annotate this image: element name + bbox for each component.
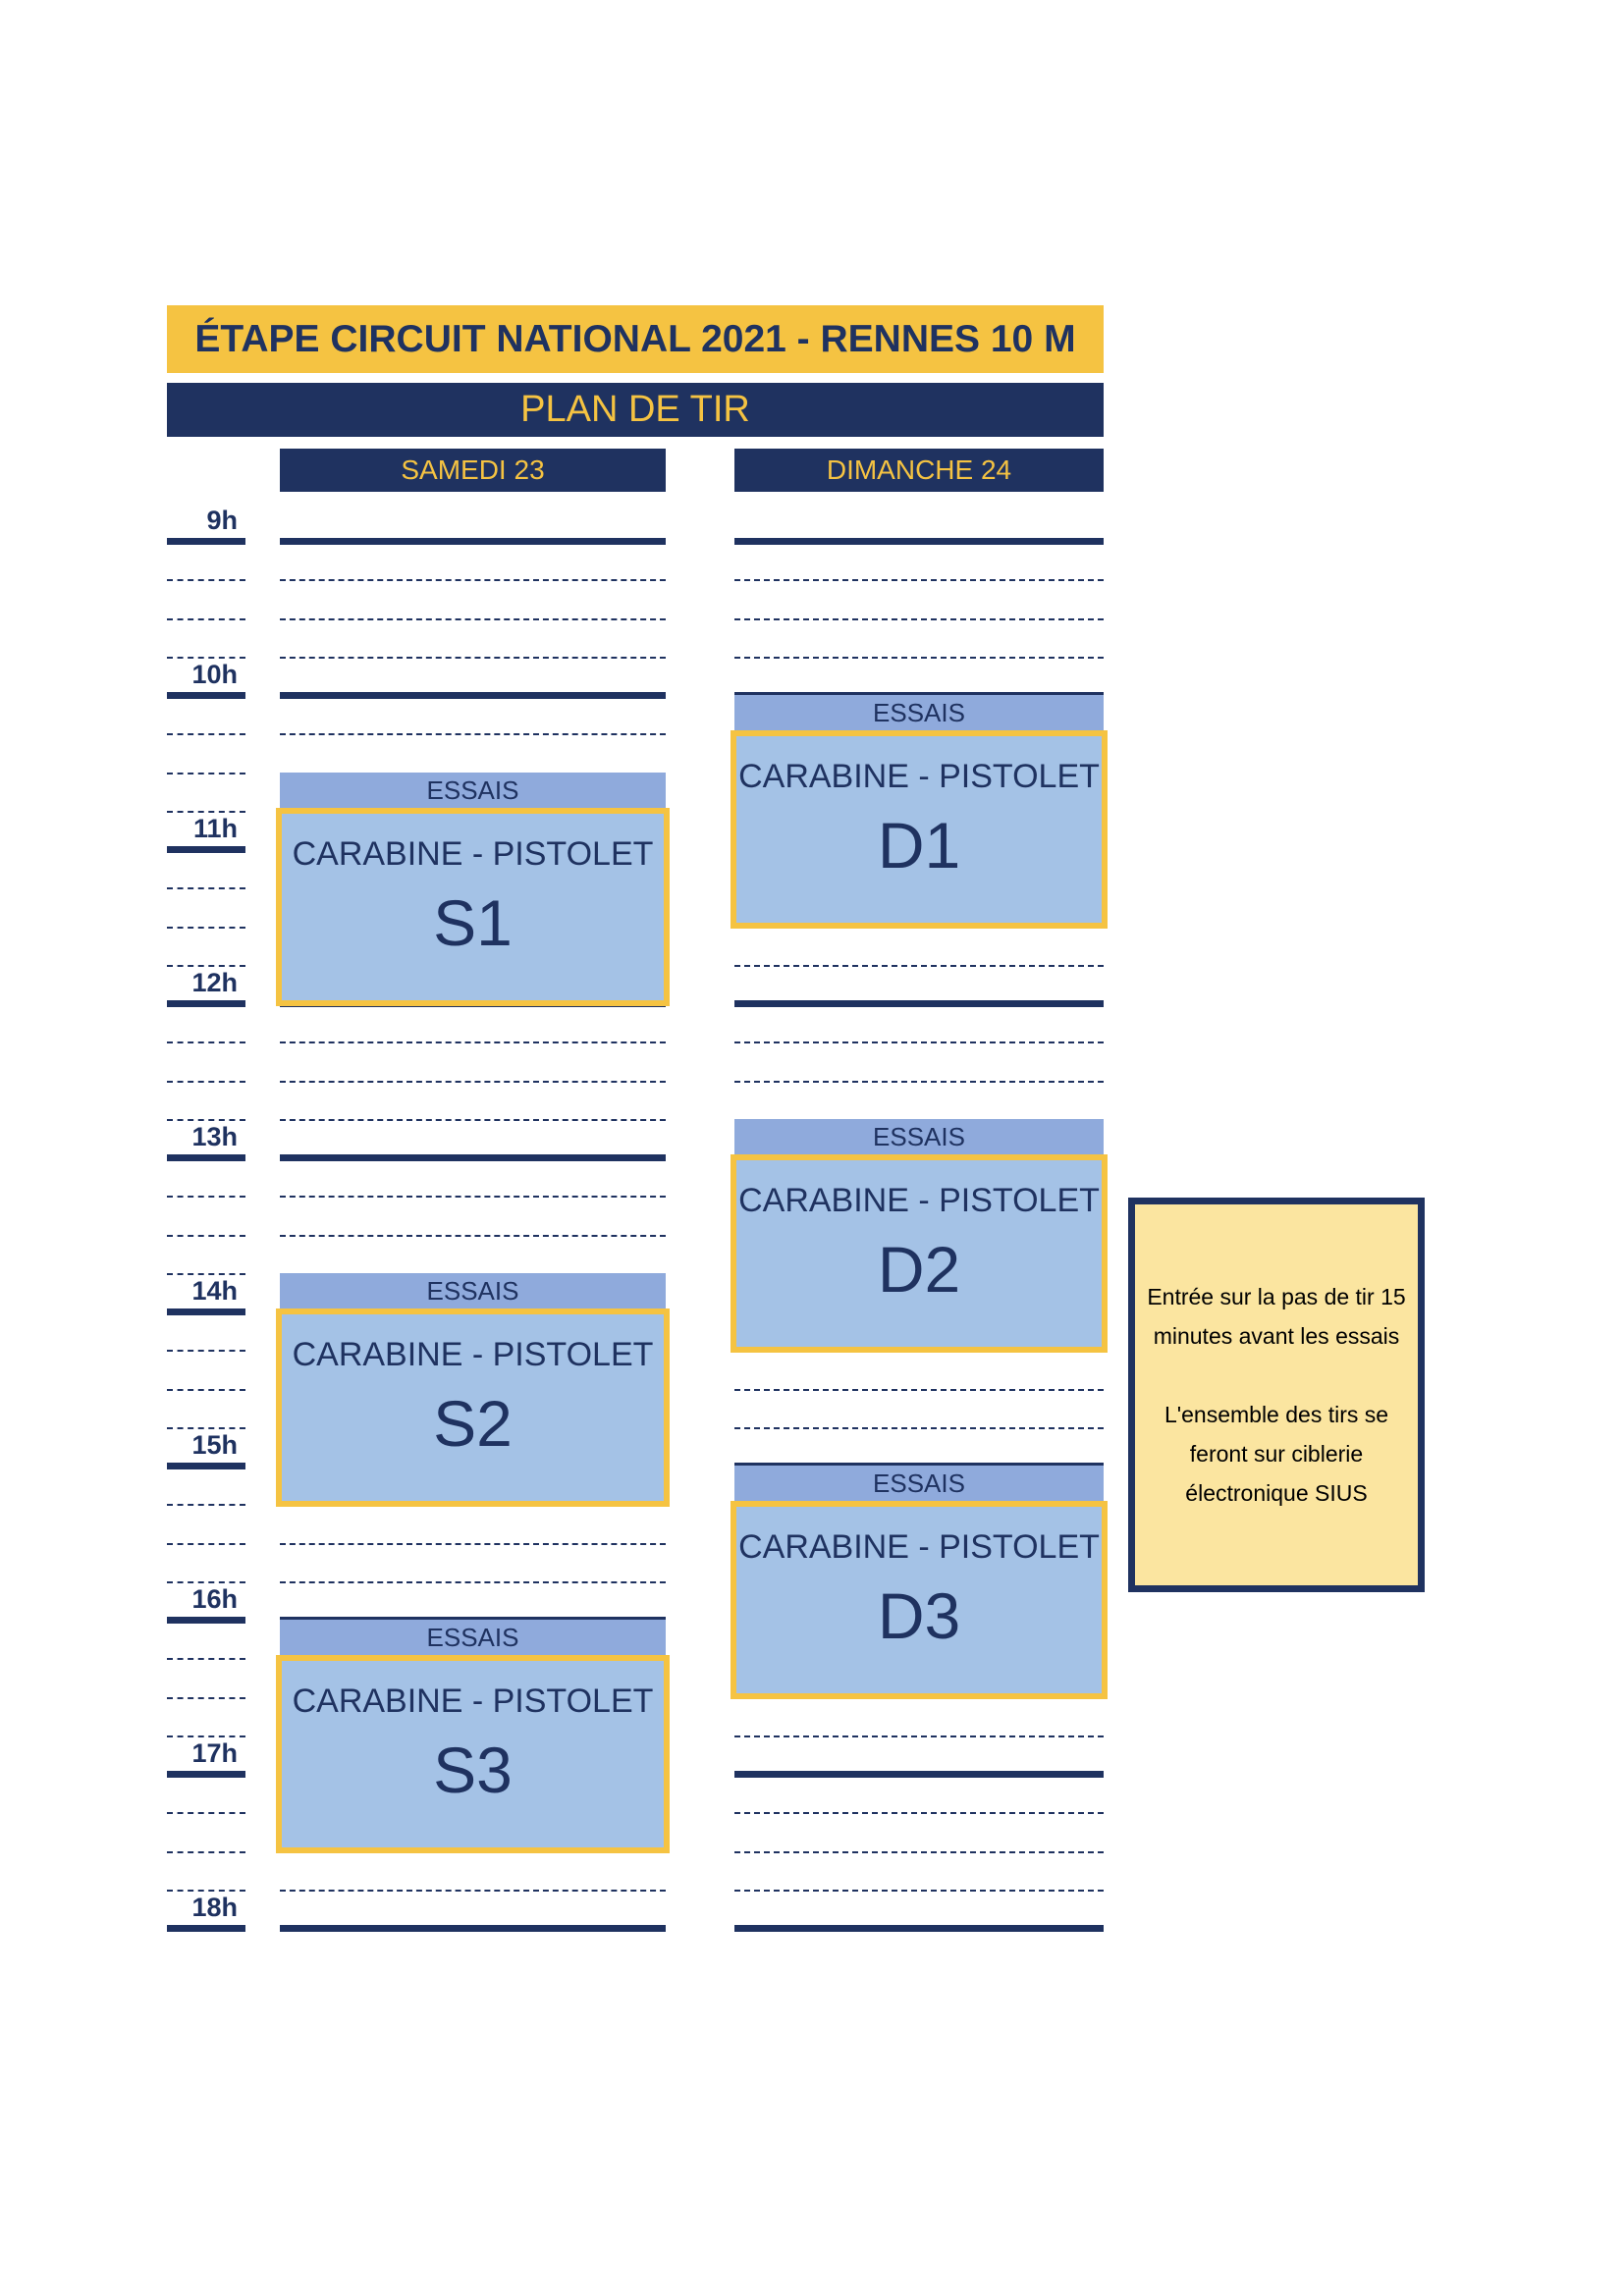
quarter-line xyxy=(167,965,245,967)
quarter-line xyxy=(167,1196,245,1198)
hour-label: 17h xyxy=(191,1738,238,1768)
session-discipline: CARABINE - PISTOLET xyxy=(738,1528,1100,1566)
quarter-line xyxy=(734,1389,1104,1391)
quarter-line xyxy=(280,1119,666,1121)
page-subtitle: PLAN DE TIR xyxy=(167,383,1104,437)
quarter-line xyxy=(167,618,245,620)
hour-line xyxy=(167,538,245,545)
hour-line xyxy=(734,1771,1104,1778)
session-s2 xyxy=(276,1308,670,1507)
hour-line xyxy=(734,1925,1104,1932)
hour-line xyxy=(167,1771,245,1778)
quarter-line xyxy=(167,1041,245,1043)
session-discipline: CARABINE - PISTOLET xyxy=(292,835,654,873)
page-title: ÉTAPE CIRCUIT NATIONAL 2021 - RENNES 10 M xyxy=(167,305,1104,373)
hour-line xyxy=(167,692,245,699)
hour-line xyxy=(167,1617,245,1624)
day-header-samedi: SAMEDI 23 xyxy=(280,449,666,492)
hour-line xyxy=(280,1925,666,1932)
session-code: S2 xyxy=(433,1387,513,1460)
quarter-line xyxy=(167,927,245,929)
quarter-line xyxy=(167,1735,245,1737)
session-discipline: CARABINE - PISTOLET xyxy=(292,1682,654,1720)
quarter-line xyxy=(734,657,1104,659)
quarter-line xyxy=(167,733,245,735)
quarter-line xyxy=(167,657,245,659)
quarter-line xyxy=(280,1581,666,1583)
quarter-line xyxy=(167,1389,245,1391)
hour-line xyxy=(734,1000,1104,1007)
quarter-line xyxy=(734,965,1104,967)
quarter-line xyxy=(734,1812,1104,1814)
quarter-line xyxy=(280,1890,666,1892)
hour-label: 9h xyxy=(206,506,238,535)
quarter-line xyxy=(280,618,666,620)
hour-label: 18h xyxy=(191,1893,238,1922)
session-code: D2 xyxy=(877,1233,961,1306)
quarter-line xyxy=(167,1697,245,1699)
hour-label: 14h xyxy=(191,1276,238,1306)
hour-line xyxy=(167,1463,245,1469)
session-d3 xyxy=(731,1501,1108,1699)
hour-label: 12h xyxy=(191,968,238,997)
quarter-line xyxy=(167,1119,245,1121)
quarter-line xyxy=(167,1427,245,1429)
quarter-line xyxy=(734,579,1104,581)
quarter-line xyxy=(167,1081,245,1083)
quarter-line xyxy=(280,1235,666,1237)
session-d2 xyxy=(731,1154,1108,1353)
quarter-line xyxy=(167,1235,245,1237)
hour-line xyxy=(167,1308,245,1315)
session-code: D1 xyxy=(877,809,961,881)
session-discipline: CARABINE - PISTOLET xyxy=(738,758,1100,795)
quarter-line xyxy=(734,618,1104,620)
session-discipline: CARABINE - PISTOLET xyxy=(738,1182,1100,1219)
session-code: S1 xyxy=(433,886,513,959)
quarter-line xyxy=(280,733,666,735)
quarter-line xyxy=(167,811,245,813)
hour-line xyxy=(280,1154,666,1161)
quarter-line xyxy=(280,1196,666,1198)
info-note xyxy=(1128,1198,1425,1592)
essais-block: ESSAIS xyxy=(280,1273,666,1309)
quarter-line xyxy=(167,773,245,774)
hour-label: 13h xyxy=(191,1122,238,1151)
quarter-line xyxy=(280,1543,666,1545)
hour-line xyxy=(280,692,666,699)
hour-label: 16h xyxy=(191,1584,238,1614)
quarter-line xyxy=(734,1735,1104,1737)
session-d1 xyxy=(731,730,1108,929)
quarter-line xyxy=(167,1851,245,1853)
note-target-text: L'ensemble des tirs se feront sur ciblerie électronique SIUS xyxy=(1164,1402,1389,1506)
hour-label: 15h xyxy=(191,1430,238,1460)
hour-line xyxy=(167,1154,245,1161)
note-entry-text: Entrée sur la pas de tir 15 minutes avant les essais xyxy=(1147,1284,1406,1349)
quarter-line xyxy=(167,1890,245,1892)
essais-block: ESSAIS xyxy=(280,1620,666,1656)
quarter-line xyxy=(167,1812,245,1814)
quarter-line xyxy=(167,1658,245,1660)
session-discipline: CARABINE - PISTOLET xyxy=(292,1336,654,1373)
hour-line xyxy=(280,538,666,545)
session-code: S3 xyxy=(433,1734,513,1806)
session-s1 xyxy=(276,808,670,1006)
hour-line xyxy=(167,846,245,853)
quarter-line xyxy=(167,1350,245,1352)
quarter-line xyxy=(734,1041,1104,1043)
quarter-line xyxy=(734,1081,1104,1083)
hour-line xyxy=(167,1925,245,1932)
quarter-line xyxy=(167,887,245,889)
quarter-line xyxy=(734,1427,1104,1429)
quarter-line xyxy=(734,1890,1104,1892)
quarter-line xyxy=(280,657,666,659)
essais-block: ESSAIS xyxy=(734,695,1104,731)
session-code: D3 xyxy=(877,1579,961,1652)
essais-block: ESSAIS xyxy=(734,1466,1104,1502)
quarter-line xyxy=(167,1581,245,1583)
essais-block: ESSAIS xyxy=(734,1119,1104,1155)
session-s3 xyxy=(276,1655,670,1853)
quarter-line xyxy=(167,579,245,581)
quarter-line xyxy=(167,1543,245,1545)
quarter-line xyxy=(280,1041,666,1043)
essais-block: ESSAIS xyxy=(280,773,666,809)
quarter-line xyxy=(280,1081,666,1083)
hour-label: 11h xyxy=(192,814,238,843)
day-header-dimanche: DIMANCHE 24 xyxy=(734,449,1104,492)
hour-line xyxy=(734,538,1104,545)
hour-line xyxy=(167,1000,245,1007)
quarter-line xyxy=(167,1273,245,1275)
quarter-line xyxy=(734,1851,1104,1853)
hour-label: 10h xyxy=(191,660,238,689)
quarter-line xyxy=(167,1504,245,1506)
quarter-line xyxy=(280,579,666,581)
